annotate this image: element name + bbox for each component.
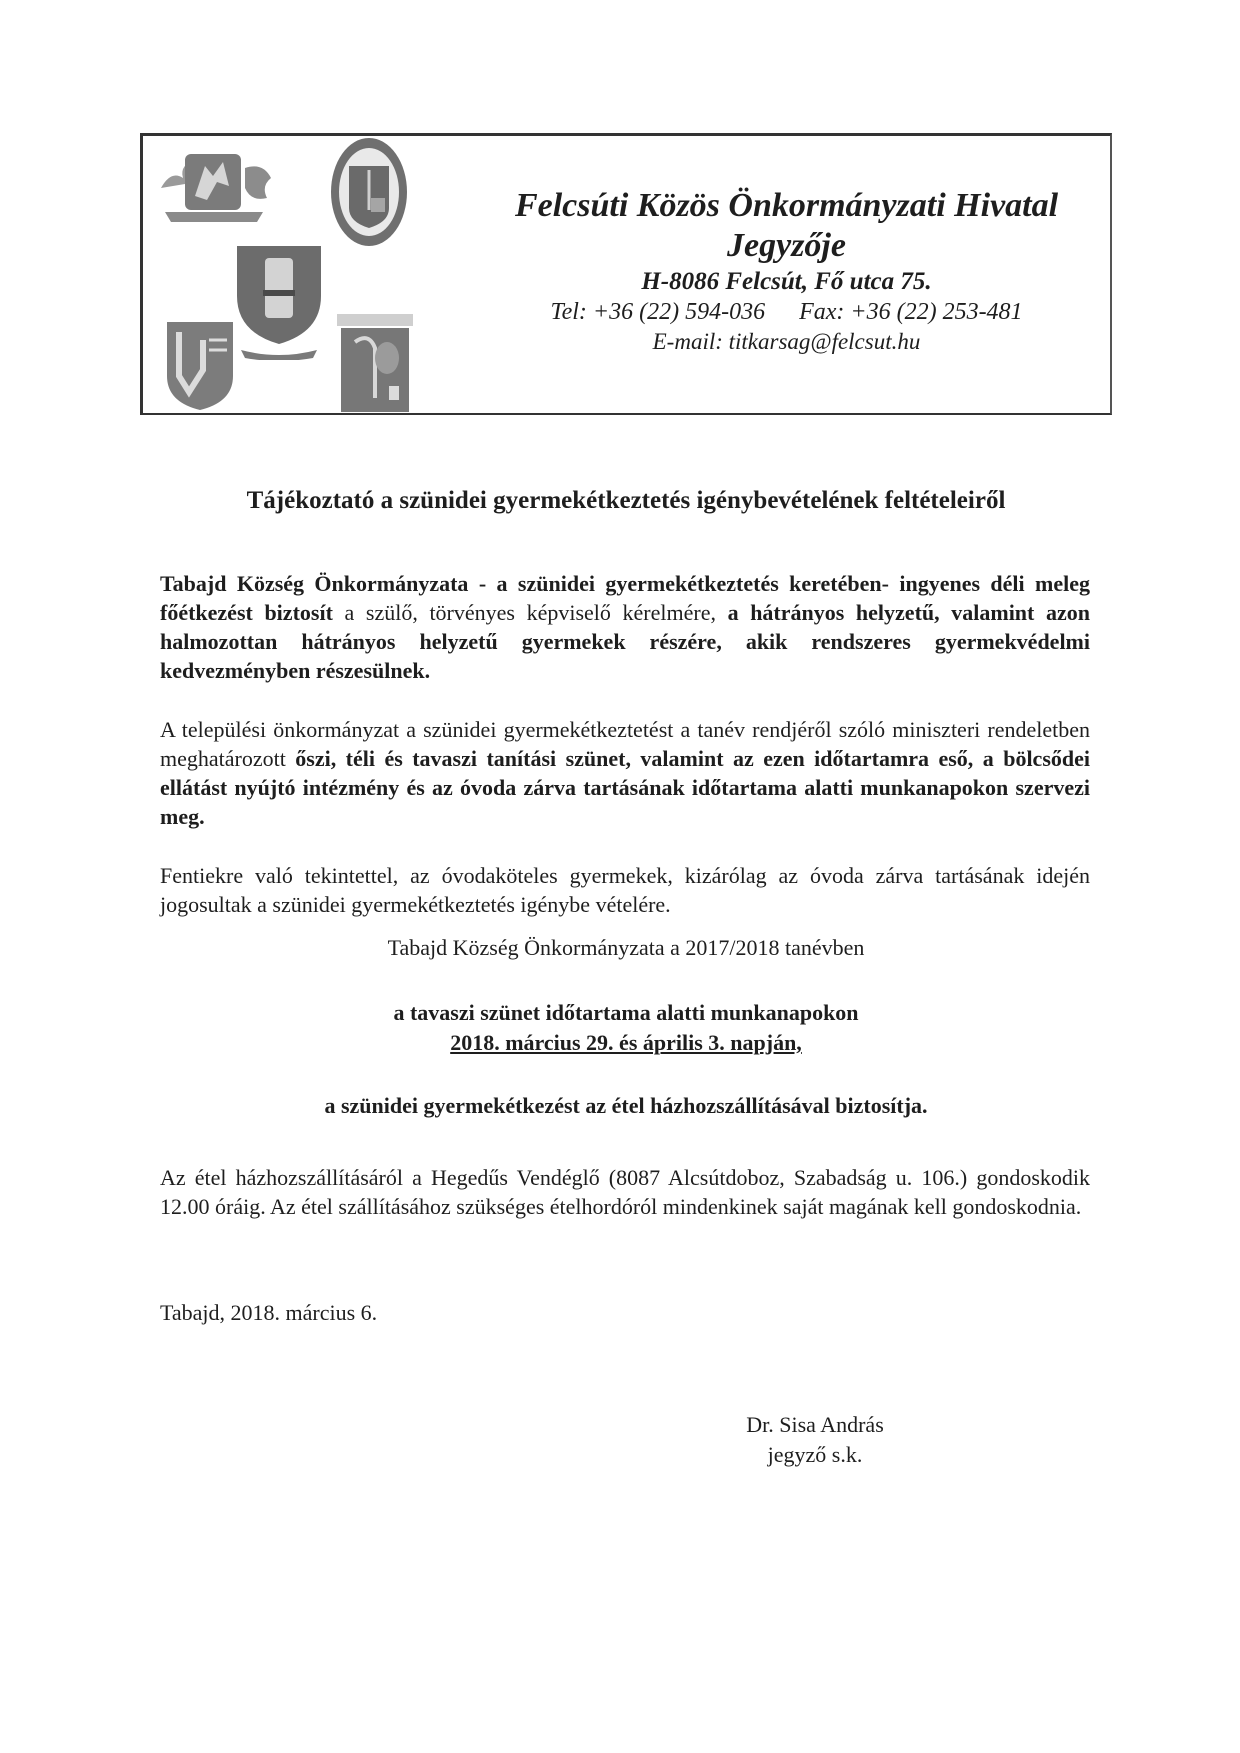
paragraph-4: Az étel házhozszállításáról a Hegedűs Vendéglő (8087 Alcsútdoboz, Szabadság u. 106.) gondoskodik 12.00 óráig. Az étel szállításához szükséges ételhordóról mindenkinek saját magának kell gondoskodnia. bbox=[160, 1165, 1090, 1219]
center-line-dates: 2018. március 29. és április 3. napján, bbox=[450, 1030, 802, 1055]
paragraph-1 bbox=[160, 569, 1090, 685]
center-line-1: Tabajd Község Önkormányzata a 2017/2018 tanévben bbox=[387, 935, 865, 960]
signature-title: jegyző s.k. bbox=[767, 1442, 863, 1467]
coat-of-arms-shield-icon bbox=[165, 320, 235, 412]
office-fax: Fax: +36 (22) 253-481 bbox=[799, 299, 1023, 325]
paragraph-3: Fentiekre való tekintettel, az óvodaköteles gyermekek, kizárólag az óvoda zárva tartásának idején jogosultak a szünidei gyermekétkeztetés igénybe vételére. bbox=[160, 863, 1090, 917]
office-email: E-mail: titkarsag@felcsut.hu bbox=[652, 329, 921, 354]
paragraph-2-bold: őszi, téli és tavaszi tanítási szünet, valamint az ezen időtartamra eső, a bölcsődei ellátást nyújtó intézmény és az óvoda zárva tartásának időtartama alatti munkanapokon szervezi meg. bbox=[160, 746, 1091, 829]
office-name: Felcsúti Közös Önkormányzati Hivatal bbox=[514, 187, 1059, 224]
paragraph-1-bold-b: a hátrányos helyzetű, valamint azon halmozottan hátrányos helyzetű gyermekek részére, akik rendszeres gyermekvédelmi kedvezményben részesülnek. bbox=[160, 600, 1090, 683]
document-title: Tájékoztató a szünidei gyermekétkeztetés igénybevételének feltételeiről bbox=[246, 487, 1006, 514]
coat-of-arms-alcsutdoboz-icon bbox=[329, 136, 409, 248]
office-tel: Tel: +36 (22) 594-036 bbox=[550, 299, 766, 325]
signature-block bbox=[730, 1410, 900, 1470]
paragraph-1-text: a szülő, törvényes képviselő kérelmére, bbox=[332, 600, 728, 625]
office-address: H-8086 Felcsút, Fő utca 75. bbox=[641, 268, 932, 295]
office-info bbox=[473, 186, 1100, 357]
paragraph-2 bbox=[160, 715, 1090, 831]
center-line-3: a szünidei gyermekétkezést az étel házhozszállításával biztosítja. bbox=[324, 1093, 928, 1118]
signature-name: Dr. Sisa András bbox=[746, 1412, 884, 1437]
crests-group bbox=[147, 140, 447, 412]
coat-of-arms-vertesacsa-icon bbox=[335, 312, 415, 412]
office-phone-fax bbox=[473, 297, 1100, 327]
paragraph-2-text: A települési önkormányzat a szünidei gyermekétkeztetést a tanév rendjéről szóló miniszteri rendeletben meghatározott bbox=[160, 717, 1090, 771]
letterhead bbox=[140, 133, 1112, 415]
office-name-jegyzo: Jegyzője bbox=[727, 227, 846, 264]
coat-of-arms-lion-icon bbox=[157, 148, 275, 228]
center-line-2: a tavaszi szünet időtartama alatti munkanapokon bbox=[393, 1000, 859, 1025]
document-date: Tabajd, 2018. március 6. bbox=[160, 1300, 378, 1325]
coat-of-arms-wheat-icon bbox=[231, 236, 327, 360]
paragraph-1-bold-a: Tabajd Község Önkormányzata - a szünidei gyermekétkeztetés keretében- ingyenes déli meleg főétkezést biztosít bbox=[160, 571, 1090, 625]
